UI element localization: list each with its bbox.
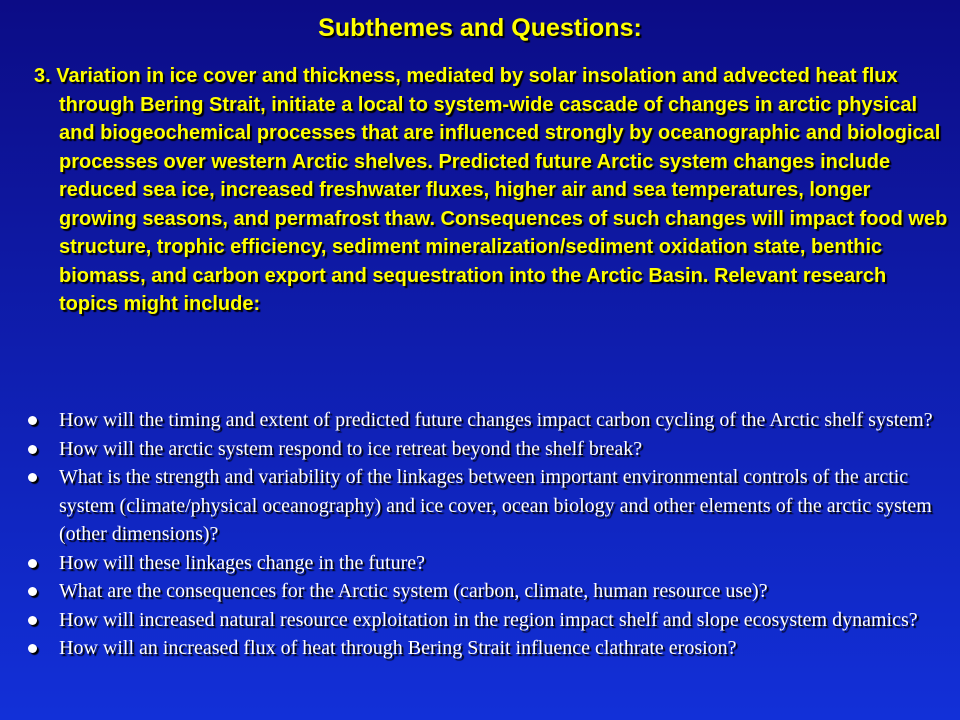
- question-item: [20, 549, 950, 578]
- subtheme-paragraph: 3. Variation in ice cover and thickness, mediated by solar insolation and advected heat flux through Bering Strait, initiate a local to system-wide cascade of changes in arctic physical and biogeochemical processes that are influenced strongly by oceanographic and biological processes over western Arctic shelves. Predicted future Arctic system changes include reduced sea ice, increased freshwater fluxes, higher air and sea temperatures, longer growing seasons, and permafrost thaw. Consequences of such changes will impact food web structure, trophic efficiency, sediment mineralization/sediment oxidation state, benthic biomass, and carbon export and sequestration into the Arctic Basin. Relevant research topics might include:: [34, 65, 948, 315]
- question-item: [20, 606, 950, 635]
- bullet-icon: [28, 445, 37, 454]
- question-item: [20, 634, 950, 663]
- question-text: How will the arctic system respond to ice retreat beyond the shelf break?: [59, 437, 643, 460]
- question-list: [20, 406, 950, 663]
- question-text: How will an increased flux of heat through Bering Strait influence clathrate erosion?: [59, 637, 737, 659]
- question-text: What is the strength and variability of the linkages between important environmental controls of the arctic system (climate/physical oceanography) and ice cover, ocean biology and other elements of the arctic system (other dimensions)?: [59, 466, 932, 545]
- bullet-icon: [28, 587, 37, 596]
- bullet-icon: [28, 559, 37, 568]
- question-item: [20, 463, 950, 549]
- question-text: How will these linkages change in the future?: [59, 551, 425, 574]
- question-text: How will increased natural resource exploitation in the region impact shelf and slope ecosystem dynamics?: [59, 608, 918, 631]
- bullet-icon: [28, 416, 37, 425]
- bullet-icon: [28, 616, 37, 625]
- question-text: What are the consequences for the Arctic system (carbon, climate, human resource use)?: [59, 580, 768, 602]
- question-text: How will the timing and extent of predicted future changes impact carbon cycling of the Arctic shelf system?: [59, 409, 933, 431]
- bullet-icon: [28, 473, 37, 482]
- question-item: [20, 577, 950, 606]
- bullet-icon: [28, 644, 37, 653]
- question-item: [20, 406, 950, 435]
- question-item: [20, 435, 950, 464]
- slide-title: Subthemes and Questions:: [318, 14, 642, 42]
